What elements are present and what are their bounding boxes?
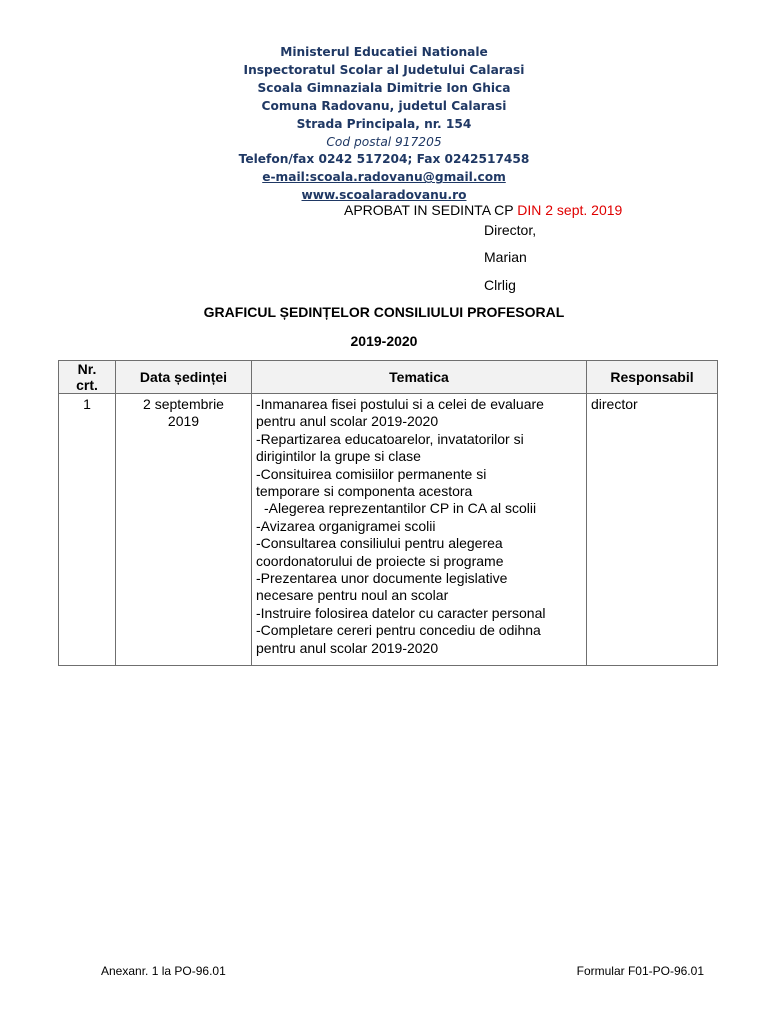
approval-date: DIN 2 sept. 2019 bbox=[517, 202, 623, 218]
approval-text: APROBAT IN SEDINTA CP bbox=[344, 202, 518, 218]
topic-line: pentru anul scolar 2019-2020 bbox=[256, 639, 439, 656]
street-line: Strada Principala, nr. 154 bbox=[296, 116, 472, 131]
school-name-line: Scoala Gimnaziala Dimitrie Ion Ghica bbox=[257, 80, 511, 95]
row-topics bbox=[252, 394, 587, 666]
topic-line: -Alegerea reprezentantilor CP in CA al scolii bbox=[264, 500, 537, 517]
row-date: 2 septembrie 2019 bbox=[116, 394, 252, 666]
table-header-row bbox=[59, 361, 718, 394]
school-header bbox=[0, 44, 768, 205]
topic-line: -Completare cereri pentru concediu de odihna bbox=[256, 622, 541, 639]
topic-line: -Consituirea comisiilor permanente si bbox=[256, 465, 487, 482]
director-role: Director, bbox=[484, 222, 537, 238]
postal-code-line: Cod postal 917205 bbox=[326, 134, 442, 149]
phone-line: Telefon/fax 0242 517204; Fax 0242517458 bbox=[238, 152, 530, 167]
ministry-line: Ministerul Educatiei Nationale bbox=[280, 45, 488, 59]
director-first-name: Marian bbox=[484, 249, 527, 265]
topic-line: necesare pentru noul an scolar bbox=[256, 587, 449, 604]
topic-line: -Consultarea consiliului pentru alegerea bbox=[256, 535, 503, 552]
meetings-table bbox=[58, 360, 718, 666]
approval-line bbox=[344, 202, 622, 218]
topic-line: -Instruire folosirea datelor cu caracter personal bbox=[256, 604, 546, 621]
table-row bbox=[59, 394, 718, 666]
topic-line: -Prezentarea unor documente legislative bbox=[256, 570, 508, 587]
row-nr: 1 bbox=[59, 394, 116, 666]
topic-line: -Avizarea organigramei scolii bbox=[256, 517, 436, 534]
header-nr: Nr. crt. bbox=[59, 361, 116, 394]
commune-line: Comuna Radovanu, judetul Calarasi bbox=[261, 98, 507, 113]
website-link[interactable]: www.scoalaradovanu.ro bbox=[301, 188, 467, 203]
topic-line: dirigintilor la grupe si clase bbox=[256, 448, 421, 465]
document-title: GRAFICUL ȘEDINȚELOR CONSILIULUI PROFESORAL bbox=[203, 304, 565, 320]
school-year: 2019-2020 bbox=[350, 333, 418, 349]
footer-form-code: Formular F01-PO-96.01 bbox=[576, 964, 704, 978]
topic-line: temporare si componenta acestora bbox=[256, 483, 473, 500]
topic-line: pentru anul scolar 2019-2020 bbox=[256, 413, 439, 430]
topic-line: coordonatorului de proiecte si programe bbox=[256, 552, 504, 569]
footer-annex: Anexanr. 1 la PO-96.01 bbox=[101, 964, 226, 978]
row-responsible: director bbox=[587, 394, 718, 666]
header-responsible: Responsabil bbox=[587, 361, 718, 394]
topic-line: -Repartizarea educatoarelor, invatatorilor si bbox=[256, 430, 524, 447]
director-last-name: Clrlig bbox=[484, 277, 516, 293]
topic-line: -Inmanarea fisei postului si a celei de evaluare bbox=[256, 396, 544, 412]
inspectorate-line: Inspectoratul Scolar al Judetului Calarasi bbox=[243, 62, 525, 77]
header-date: Data ședinței bbox=[116, 361, 252, 394]
header-topic: Tematica bbox=[252, 361, 587, 394]
email-link[interactable]: e-mail:scoala.radovanu@gmail.com bbox=[262, 170, 506, 185]
